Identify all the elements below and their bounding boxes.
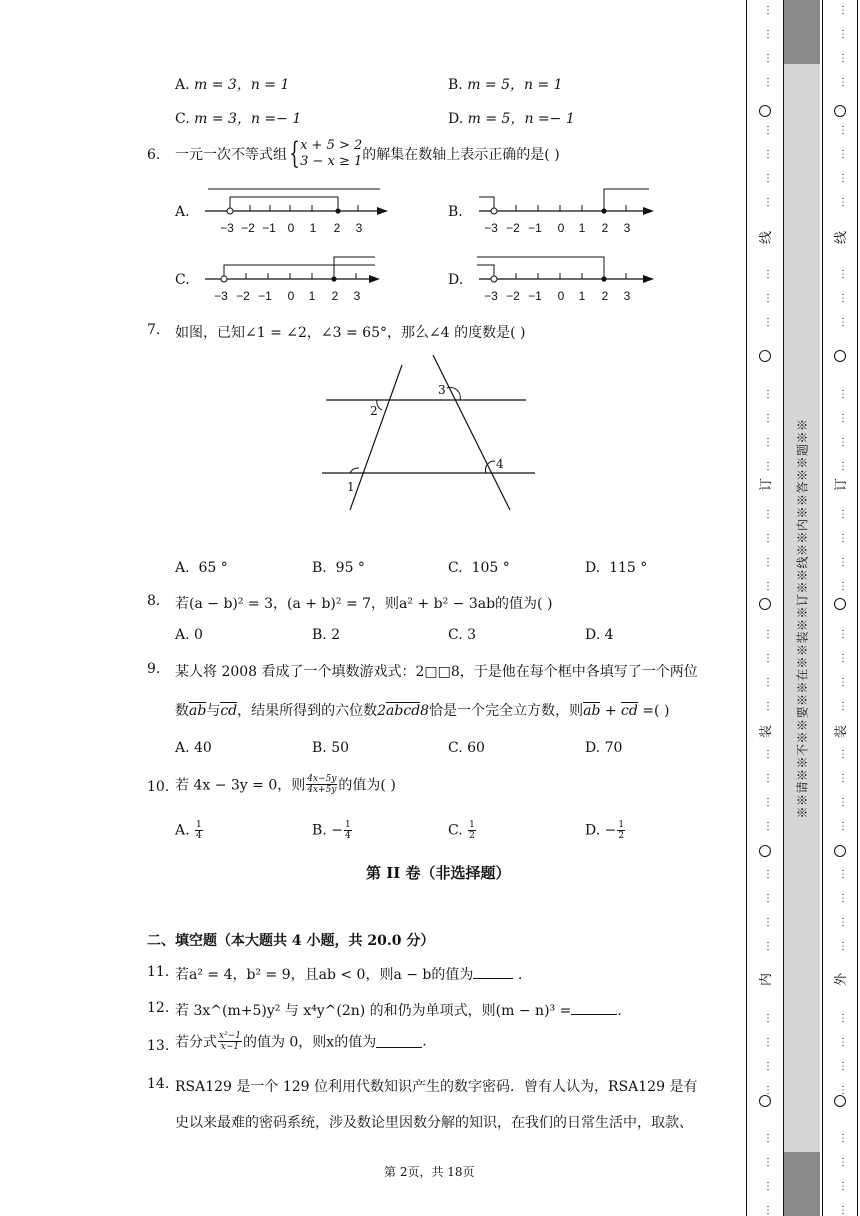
tick-label: −3	[484, 289, 498, 303]
binding-dot: ⋮	[763, 749, 773, 760]
q13-number: 13.	[147, 1038, 170, 1054]
binding-dot: ⋮	[763, 77, 773, 88]
binding-dot: ⋮	[838, 557, 848, 568]
tick-label: −2	[506, 221, 520, 235]
binding-dot: ⋮	[838, 53, 848, 64]
tick-label: −3	[220, 221, 234, 235]
q7-option-a: A. 65 °	[175, 560, 228, 576]
binding-dot: ⋮	[838, 869, 848, 880]
q6-number-line-c	[200, 252, 390, 308]
binding-dot: ⋮	[838, 701, 848, 712]
q7-option-c: C. 105 °	[448, 560, 510, 576]
q12-stem: 若 3x^(m+5)y² 与 x⁴y^(2n) 的和仍为单项式，则(m − n)³ = .	[175, 1003, 622, 1019]
binding-dot: ⋮	[763, 269, 773, 280]
binding-dot: ⋮	[763, 941, 773, 952]
q5-option-d: D. m = 5，n =− 1	[448, 111, 575, 127]
binding-dot: ⋮	[763, 557, 773, 568]
q14-number: 14.	[147, 1076, 170, 1092]
q5-option-b: B. m = 5，n = 1	[448, 77, 563, 93]
binding-dot: ⋮	[763, 1037, 773, 1048]
q6-option-c-label: C.	[175, 272, 190, 288]
binding-dot: ⋮	[838, 149, 848, 160]
tick-label: 3	[355, 221, 363, 235]
binding-dot: ⋮	[763, 653, 773, 664]
binding-dot: ⋮	[763, 869, 773, 880]
binding-circle	[834, 598, 846, 610]
tick-label: 1	[578, 289, 586, 303]
binding-dot: ⋮	[763, 125, 773, 136]
binding-dot: ⋮	[838, 941, 848, 952]
q10-option-b: B. − $\frac{1}{4}$	[312, 820, 351, 841]
q8-option-b: B. 2	[312, 627, 341, 643]
binding-dot: ⋮	[838, 1013, 848, 1024]
tick-label: −2	[241, 221, 255, 235]
q5-option-a: A. m = 3，n = 1	[175, 77, 290, 93]
q9-option-c: C. 60	[448, 740, 485, 756]
binding-dot: ⋮	[763, 821, 773, 832]
tick-label: −1	[528, 289, 542, 303]
binding-dot: ⋮	[763, 197, 773, 208]
tick-label: 2	[333, 221, 341, 235]
binding-dot: ⋮	[838, 509, 848, 520]
q11-number: 11.	[147, 964, 170, 980]
binding-dot: ⋮	[838, 317, 848, 328]
binding-dot: ⋮	[838, 413, 848, 424]
tick-label: −1	[528, 221, 542, 235]
binding-char: 线	[834, 230, 850, 245]
binding-dot: ⋮	[838, 893, 848, 904]
binding-char: 外	[834, 972, 850, 987]
tick-label: 3	[623, 221, 631, 235]
page-footer: 第 2页，共 18页	[384, 1165, 475, 1179]
binding-dot: ⋮	[838, 125, 848, 136]
q7-stem: 如图，已知∠1 = ∠2，∠3 = 65°，那么∠4 的度数是( )	[175, 325, 526, 341]
q9-number: 9.	[147, 661, 161, 677]
binding-char: 装	[759, 724, 775, 739]
tick-label: 1	[309, 221, 317, 235]
tick-label: −1	[258, 289, 272, 303]
binding-dot: ⋮	[763, 701, 773, 712]
binding-char: 订	[834, 477, 850, 492]
q9-option-d: D. 70	[585, 740, 623, 756]
binding-char: 内	[759, 972, 775, 987]
tick-label: 2	[601, 221, 609, 235]
binding-dot: ⋮	[838, 269, 848, 280]
q7-option-d: D. 115 °	[585, 560, 648, 576]
binding-dot: ⋮	[763, 437, 773, 448]
binding-dot: ⋮	[763, 317, 773, 328]
binding-dot: ⋮	[763, 773, 773, 784]
binding-circle	[759, 598, 771, 610]
binding-dot: ⋮	[763, 917, 773, 928]
q6-number-line-d	[474, 252, 664, 308]
binding-dot: ⋮	[763, 797, 773, 808]
q6-stem: 一元一次不等式组{ x + 5 > 2 3 − x ≥ 1 的解集在数轴上表示正确的是( )	[175, 136, 560, 171]
binding-dot: ⋮	[763, 149, 773, 160]
tick-label: 1	[578, 221, 586, 235]
gray-band-top	[784, 0, 820, 64]
tick-label: 3	[353, 289, 361, 303]
binding-dot: ⋮	[838, 629, 848, 640]
binding-dot: ⋮	[763, 1085, 773, 1096]
q7-figure	[320, 355, 540, 515]
binding-char: 装	[834, 724, 850, 739]
tick-label: −3	[214, 289, 228, 303]
binding-dot: ⋮	[838, 1037, 848, 1048]
binding-circle	[759, 1095, 771, 1107]
binding-dot: ⋮	[838, 77, 848, 88]
q10-option-d: D. − $\frac{1}{2}$	[585, 820, 625, 841]
binding-dot: ⋮	[763, 5, 773, 16]
binding-dot: ⋮	[838, 797, 848, 808]
q9-option-a: A. 40	[175, 740, 212, 756]
binding-char: 订	[759, 477, 775, 492]
binding-dot: ⋮	[838, 1085, 848, 1096]
tick-label: −2	[506, 289, 520, 303]
part-heading: 二、填空题（本大题共 4 小题，共 20.0 分）	[147, 933, 435, 949]
gray-band-bottom	[784, 1152, 820, 1216]
binding-dot: ⋮	[838, 581, 848, 592]
binding-circle	[834, 105, 846, 117]
angle-label: 4	[496, 457, 504, 471]
binding-dot: ⋮	[838, 533, 848, 544]
binding-dot: ⋮	[838, 173, 848, 184]
binding-circle	[834, 1095, 846, 1107]
binding-dot: ⋮	[838, 1133, 848, 1144]
binding-dot: ⋮	[763, 1133, 773, 1144]
q9-line2: 数ab与cd，结果所得到的六位数2abcd8恰是一个完全立方数，则ab + cd =( )	[175, 703, 670, 719]
binding-dot: ⋮	[763, 29, 773, 40]
q10-number: 10.	[147, 779, 170, 795]
q9-option-b: B. 50	[312, 740, 350, 756]
tick-label: −2	[236, 289, 250, 303]
tick-label: 0	[557, 221, 565, 235]
binding-dot: ⋮	[763, 389, 773, 400]
q12-number: 12.	[147, 1000, 170, 1016]
binding-dot: ⋮	[838, 1157, 848, 1168]
tick-label: 3	[623, 289, 631, 303]
binding-dot: ⋮	[838, 773, 848, 784]
q8-option-a: A. 0	[175, 627, 203, 643]
binding-dot: ⋮	[838, 461, 848, 472]
binding-char: 线	[759, 230, 775, 245]
tick-label: 1	[308, 289, 316, 303]
q6-option-a-label: A.	[175, 204, 190, 220]
binding-dot: ⋮	[763, 893, 773, 904]
binding-dot: ⋮	[763, 1205, 773, 1216]
binding-dot: ⋮	[838, 677, 848, 688]
binding-circle	[759, 350, 771, 362]
binding-dot: ⋮	[763, 413, 773, 424]
q11-stem: 若a² = 4，b² = 9，且ab < 0，则a − b的值为 .	[175, 967, 523, 983]
binding-dot: ⋮	[763, 1181, 773, 1192]
q14-line2: 史以来最难的密码系统，涉及数论里因数分解的知识，在我们的日常生活中，取款、	[175, 1115, 693, 1131]
binding-dot: ⋮	[763, 1013, 773, 1024]
binding-dot: ⋮	[763, 677, 773, 688]
binding-dot: ⋮	[763, 1061, 773, 1072]
angle-label: 3	[438, 383, 446, 397]
q14-line1: RSA129 是一个 129 位利用代数知识产生的数字密码．曾有人认为，RSA129 是有	[175, 1079, 698, 1095]
binding-dot: ⋮	[763, 629, 773, 640]
binding-circle	[834, 350, 846, 362]
tick-label: 2	[331, 289, 339, 303]
tick-label: −1	[262, 221, 276, 235]
binding-dot: ⋮	[838, 389, 848, 400]
binding-dot: ⋮	[838, 29, 848, 40]
binding-dot: ⋮	[838, 1061, 848, 1072]
q8-option-c: C. 3	[448, 627, 477, 643]
binding-dot: ⋮	[763, 533, 773, 544]
q8-stem: 若(a − b)² = 3，(a + b)² = 7，则a² + b² − 3ab的值为( )	[175, 596, 553, 612]
binding-dot: ⋮	[838, 437, 848, 448]
q10-stem: 若 4x − 3y = 0，则 $\frac{4x-5y}{4x+5y}$ 的值为( )	[175, 774, 396, 795]
q9-line1: 某人将 2008 看成了一个填数游戏式：2□□8，于是他在每个框中各填写了一个两位	[175, 664, 698, 680]
q7-number: 7.	[147, 322, 161, 338]
binding-dot: ⋮	[763, 581, 773, 592]
q6-number-line-a	[200, 184, 390, 240]
binding-dot: ⋮	[838, 821, 848, 832]
q13-stem: 若分式 $\frac{\text{x²−1}}{x-1}$ 的值为 0，则x的值为 .	[175, 1031, 427, 1052]
binding-dot: ⋮	[838, 749, 848, 760]
binding-dot: ⋮	[763, 509, 773, 520]
binding-dot: ⋮	[838, 1205, 848, 1216]
q6-option-d-label: D.	[448, 272, 464, 288]
q7-option-b: B. 95 °	[312, 560, 365, 576]
tick-label: 0	[557, 289, 565, 303]
q10-option-a: A. $\frac{1}{4}$	[175, 820, 202, 841]
section-title: 第 II 卷（非选择题）	[366, 864, 511, 882]
tick-label: 0	[287, 289, 295, 303]
q6-option-b-label: B.	[448, 204, 463, 220]
binding-dot: ⋮	[838, 1181, 848, 1192]
binding-dot: ⋮	[763, 293, 773, 304]
tick-label: 2	[601, 289, 609, 303]
binding-dot: ⋮	[763, 461, 773, 472]
q8-number: 8.	[147, 593, 161, 609]
binding-dot: ⋮	[838, 293, 848, 304]
binding-circle	[759, 845, 771, 857]
binding-dot: ⋮	[838, 5, 848, 16]
q5-option-c: C. m = 3，n =− 1	[175, 111, 302, 127]
tick-label: 0	[287, 221, 295, 235]
binding-dot: ⋮	[763, 1157, 773, 1168]
binding-dot: ⋮	[763, 173, 773, 184]
q8-option-d: D. 4	[585, 627, 614, 643]
binding-dot: ⋮	[763, 53, 773, 64]
q10-option-c: C. $\frac{1}{2}$	[448, 820, 475, 841]
tick-label: −3	[484, 221, 498, 235]
q6-number: 6.	[147, 147, 161, 163]
angle-label: 1	[347, 480, 355, 494]
binding-dot: ⋮	[838, 197, 848, 208]
binding-dot: ⋮	[838, 653, 848, 664]
q6-number-line-b	[474, 184, 664, 240]
binding-circle	[834, 845, 846, 857]
binding-dot: ⋮	[838, 917, 848, 928]
angle-label: 2	[370, 404, 378, 418]
binding-circle	[759, 105, 771, 117]
